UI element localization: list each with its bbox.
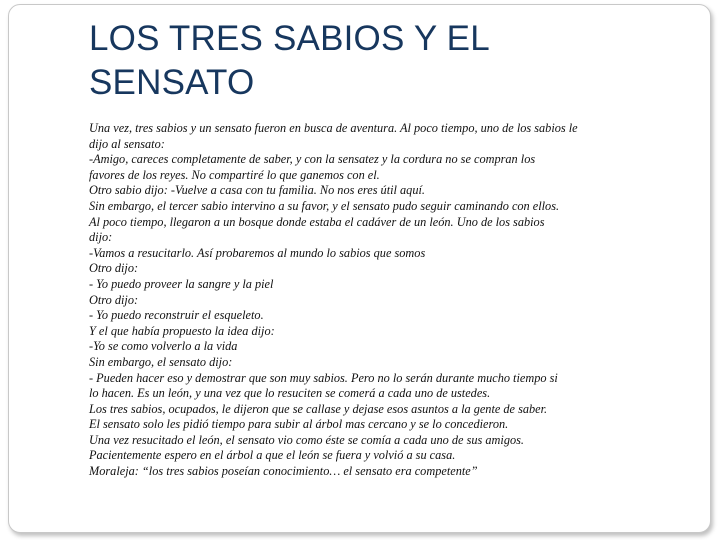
story-line: Una vez, tres sabios y un sensato fueron en busca de aventura. Al poco tiempo, uno de los sabios le: [89, 121, 578, 135]
story-paragraph: [89, 121, 693, 464]
story-line: - Pueden hacer eso y demostrar que son muy sabios. Pero no lo serán durante mucho tiempo si: [89, 370, 558, 385]
story-line: Pacientemente espero en el árbol a que el león se fuera y volvió a su casa.: [89, 448, 456, 463]
story-line: Y el que había propuesto la idea dijo:: [89, 323, 275, 338]
story-line: -Yo se como volverlo a la vida: [89, 339, 238, 354]
story-line: dijo:: [89, 230, 113, 245]
story-line: Sin embargo, el sensato dijo:: [89, 354, 233, 369]
story-line: Los tres sabios, ocupados, le dijeron que se callase y dejase esos asuntos a la gente de saber.: [89, 401, 548, 416]
story-line: Otro sabio dijo: -Vuelve a casa con tu familia. No nos eres útil aquí.: [89, 183, 425, 198]
story-line: Sin embargo, el tercer sabio intervino a su favor, y el sensato pudo seguir caminando con ellos.: [89, 198, 560, 213]
story-line: favores de los reyes. No compartiré lo que ganemos con el.: [89, 167, 380, 182]
slide-title: [89, 17, 649, 105]
story-line: - Yo puedo reconstruir el esqueleto.: [89, 308, 264, 323]
story-line: - Yo puedo proveer la sangre y la piel: [89, 276, 274, 291]
story-line: dijo al sensato:: [89, 136, 165, 151]
story-line: -Vamos a resucitarlo. Así probaremos al mundo lo sabios que somos: [89, 245, 426, 260]
story-line: Otro dijo:: [89, 292, 139, 307]
story-line: El sensato solo les pidió tiempo para subir al árbol mas cercano y se lo concedieron.: [89, 417, 509, 432]
moral-paragraph: [89, 464, 693, 480]
story-line: Una vez resucitado el león, el sensato vio como éste se comía a cada uno de sus amigos.: [89, 432, 524, 447]
story-line: Al poco tiempo, llegaron a un bosque donde estaba el cadáver de un león. Uno de los sabios: [89, 214, 545, 229]
title-line-2: SENSATO: [89, 63, 255, 102]
story-line: -Amigo, careces completamente de saber, y con la sensatez y la cordura no se compran los: [89, 152, 536, 167]
story-line: Otro dijo:: [89, 261, 139, 276]
moral-text: Moraleja: “los tres sabios poseían conocimiento… el sensato era competente”: [89, 464, 478, 479]
slide-frame: [8, 4, 711, 533]
title-line-1: LOS TRES SABIOS Y EL: [89, 19, 490, 58]
story-line: lo hacen. Es un león, y una vez que lo resuciten se comerá a cada uno de ustedes.: [89, 386, 491, 401]
story-body: [89, 121, 693, 480]
